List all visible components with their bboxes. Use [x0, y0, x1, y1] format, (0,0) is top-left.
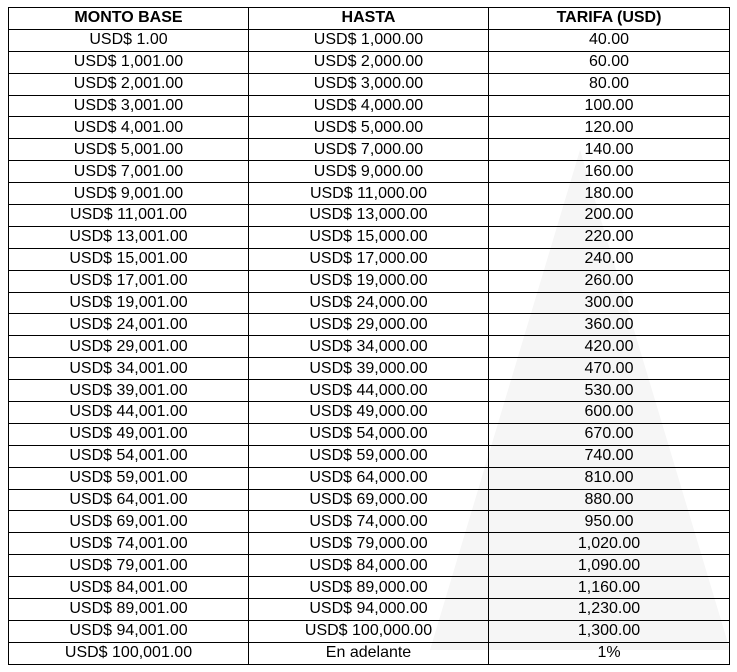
table-row — [9, 161, 730, 183]
table-body — [9, 29, 730, 664]
cell-monto-base: USD$ 79,001.00 — [9, 555, 249, 577]
table-row — [9, 489, 730, 511]
cell-tarifa: 1,090.00 — [489, 555, 730, 577]
cell-hasta: USD$ 84,000.00 — [249, 555, 489, 577]
cell-hasta: USD$ 13,000.00 — [249, 205, 489, 227]
cell-hasta: USD$ 69,000.00 — [249, 489, 489, 511]
cell-monto-base: USD$ 24,001.00 — [9, 314, 249, 336]
cell-monto-base: USD$ 1.00 — [9, 29, 249, 51]
table-row — [9, 183, 730, 205]
cell-hasta: USD$ 7,000.00 — [249, 139, 489, 161]
table-row — [9, 248, 730, 270]
cell-monto-base: USD$ 29,001.00 — [9, 336, 249, 358]
cell-hasta: USD$ 64,000.00 — [249, 467, 489, 489]
cell-tarifa: 300.00 — [489, 292, 730, 314]
cell-monto-base: USD$ 3,001.00 — [9, 95, 249, 117]
table-row — [9, 555, 730, 577]
cell-hasta: USD$ 15,000.00 — [249, 226, 489, 248]
cell-hasta: USD$ 54,000.00 — [249, 423, 489, 445]
table-row — [9, 577, 730, 599]
cell-monto-base: USD$ 4,001.00 — [9, 117, 249, 139]
cell-monto-base: USD$ 34,001.00 — [9, 358, 249, 380]
cell-hasta: USD$ 74,000.00 — [249, 511, 489, 533]
cell-hasta: USD$ 11,000.00 — [249, 183, 489, 205]
cell-tarifa: 240.00 — [489, 248, 730, 270]
table-row — [9, 73, 730, 95]
cell-tarifa: 160.00 — [489, 161, 730, 183]
cell-hasta: USD$ 89,000.00 — [249, 577, 489, 599]
cell-monto-base: USD$ 7,001.00 — [9, 161, 249, 183]
cell-monto-base: USD$ 15,001.00 — [9, 248, 249, 270]
cell-tarifa: 950.00 — [489, 511, 730, 533]
cell-monto-base: USD$ 17,001.00 — [9, 270, 249, 292]
table-row — [9, 511, 730, 533]
cell-tarifa: 470.00 — [489, 358, 730, 380]
cell-monto-base: USD$ 11,001.00 — [9, 205, 249, 227]
cell-monto-base: USD$ 100,001.00 — [9, 642, 249, 664]
cell-tarifa: 180.00 — [489, 183, 730, 205]
cell-monto-base: USD$ 39,001.00 — [9, 380, 249, 402]
cell-tarifa: 60.00 — [489, 51, 730, 73]
cell-tarifa: 360.00 — [489, 314, 730, 336]
cell-tarifa: 1,300.00 — [489, 620, 730, 642]
cell-monto-base: USD$ 13,001.00 — [9, 226, 249, 248]
cell-hasta: USD$ 17,000.00 — [249, 248, 489, 270]
cell-tarifa: 810.00 — [489, 467, 730, 489]
cell-monto-base: USD$ 64,001.00 — [9, 489, 249, 511]
table-row — [9, 139, 730, 161]
cell-hasta: USD$ 44,000.00 — [249, 380, 489, 402]
table-row — [9, 336, 730, 358]
cell-tarifa: 100.00 — [489, 95, 730, 117]
cell-tarifa: 420.00 — [489, 336, 730, 358]
table-row — [9, 51, 730, 73]
table-row — [9, 292, 730, 314]
cell-hasta: USD$ 19,000.00 — [249, 270, 489, 292]
cell-hasta: USD$ 34,000.00 — [249, 336, 489, 358]
cell-tarifa: 740.00 — [489, 445, 730, 467]
cell-hasta: USD$ 59,000.00 — [249, 445, 489, 467]
cell-hasta: USD$ 94,000.00 — [249, 599, 489, 621]
cell-monto-base: USD$ 9,001.00 — [9, 183, 249, 205]
table-row — [9, 423, 730, 445]
table-row — [9, 205, 730, 227]
table-row — [9, 402, 730, 424]
cell-tarifa: 1,160.00 — [489, 577, 730, 599]
table-row — [9, 358, 730, 380]
table-row — [9, 599, 730, 621]
table-row — [9, 467, 730, 489]
cell-monto-base: USD$ 44,001.00 — [9, 402, 249, 424]
table-row — [9, 445, 730, 467]
header-monto-base: MONTO BASE — [9, 8, 249, 30]
cell-tarifa: 880.00 — [489, 489, 730, 511]
cell-hasta: USD$ 49,000.00 — [249, 402, 489, 424]
cell-hasta: USD$ 29,000.00 — [249, 314, 489, 336]
cell-hasta: USD$ 1,000.00 — [249, 29, 489, 51]
table-header — [9, 8, 730, 30]
cell-tarifa: 140.00 — [489, 139, 730, 161]
table-row — [9, 226, 730, 248]
cell-monto-base: USD$ 94,001.00 — [9, 620, 249, 642]
cell-tarifa: 600.00 — [489, 402, 730, 424]
cell-monto-base: USD$ 5,001.00 — [9, 139, 249, 161]
table-row — [9, 533, 730, 555]
cell-monto-base: USD$ 49,001.00 — [9, 423, 249, 445]
cell-tarifa: 1% — [489, 642, 730, 664]
header-hasta: HASTA — [249, 8, 489, 30]
cell-monto-base: USD$ 84,001.00 — [9, 577, 249, 599]
cell-monto-base: USD$ 69,001.00 — [9, 511, 249, 533]
cell-monto-base: USD$ 89,001.00 — [9, 599, 249, 621]
table-row — [9, 95, 730, 117]
table-row — [9, 380, 730, 402]
cell-tarifa: 200.00 — [489, 205, 730, 227]
cell-tarifa: 220.00 — [489, 226, 730, 248]
cell-monto-base: USD$ 54,001.00 — [9, 445, 249, 467]
cell-tarifa: 530.00 — [489, 380, 730, 402]
table-row — [9, 314, 730, 336]
cell-hasta: USD$ 79,000.00 — [249, 533, 489, 555]
header-row — [9, 8, 730, 30]
table-row — [9, 620, 730, 642]
table-row — [9, 117, 730, 139]
cell-hasta: USD$ 24,000.00 — [249, 292, 489, 314]
cell-hasta: USD$ 39,000.00 — [249, 358, 489, 380]
cell-tarifa: 1,020.00 — [489, 533, 730, 555]
table-row — [9, 642, 730, 664]
cell-tarifa: 670.00 — [489, 423, 730, 445]
cell-tarifa: 120.00 — [489, 117, 730, 139]
cell-hasta: USD$ 4,000.00 — [249, 95, 489, 117]
cell-monto-base: USD$ 74,001.00 — [9, 533, 249, 555]
cell-tarifa: 260.00 — [489, 270, 730, 292]
cell-hasta: USD$ 2,000.00 — [249, 51, 489, 73]
cell-tarifa: 80.00 — [489, 73, 730, 95]
cell-hasta: USD$ 9,000.00 — [249, 161, 489, 183]
cell-monto-base: USD$ 19,001.00 — [9, 292, 249, 314]
cell-monto-base: USD$ 1,001.00 — [9, 51, 249, 73]
table-row — [9, 29, 730, 51]
tariff-table — [8, 7, 730, 665]
cell-monto-base: USD$ 2,001.00 — [9, 73, 249, 95]
cell-hasta: USD$ 3,000.00 — [249, 73, 489, 95]
cell-monto-base: USD$ 59,001.00 — [9, 467, 249, 489]
cell-hasta: USD$ 5,000.00 — [249, 117, 489, 139]
cell-tarifa: 40.00 — [489, 29, 730, 51]
header-tarifa: TARIFA (USD) — [489, 8, 730, 30]
table-row — [9, 270, 730, 292]
cell-hasta: USD$ 100,000.00 — [249, 620, 489, 642]
cell-tarifa: 1,230.00 — [489, 599, 730, 621]
cell-hasta: En adelante — [249, 642, 489, 664]
